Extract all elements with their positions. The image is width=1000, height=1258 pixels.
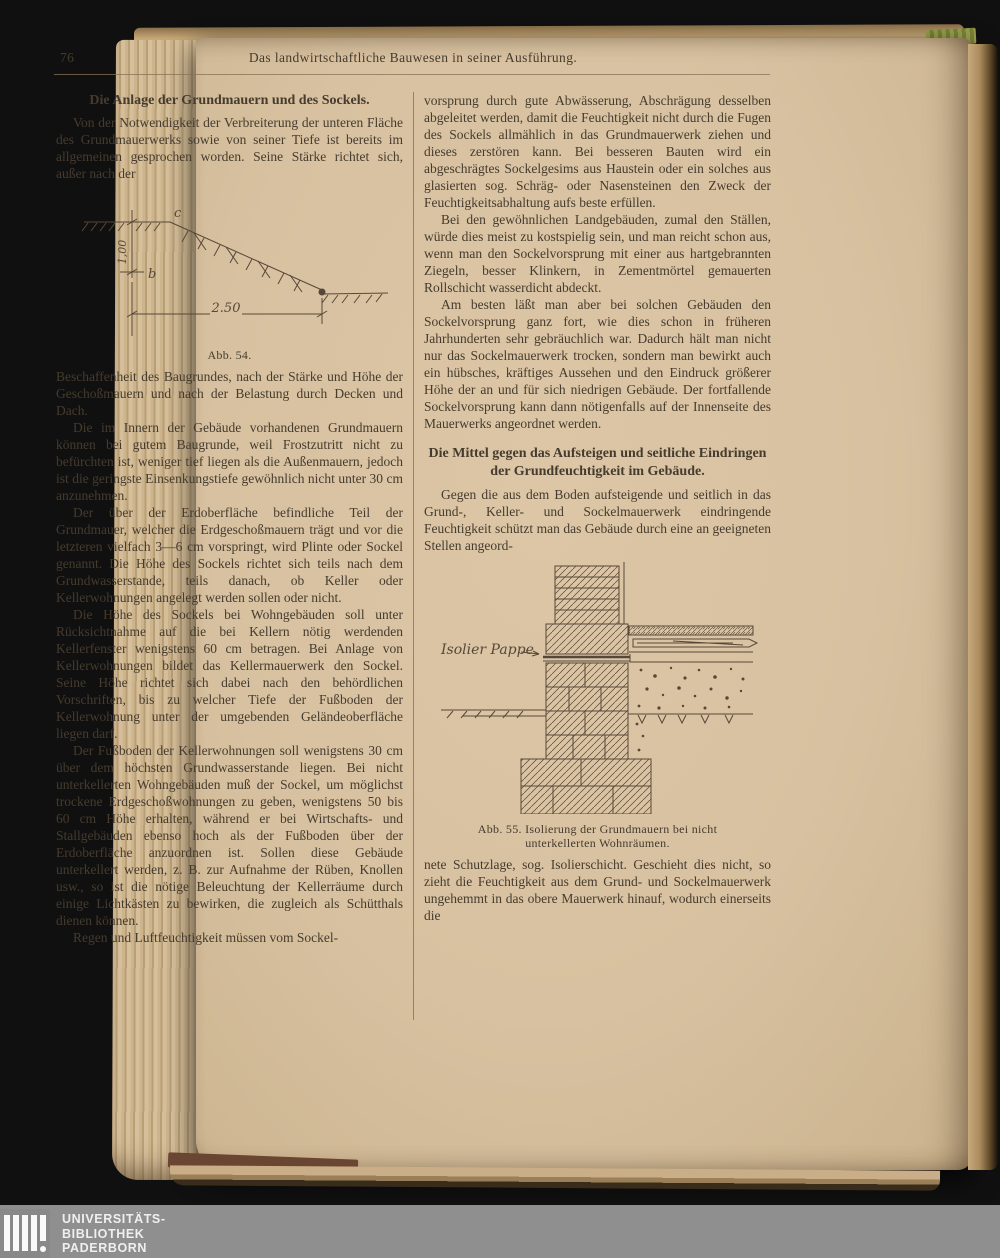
paragraph: Die Höhe des Sockels bei Wohngebäuden soll unter Rücksichtnahme auf die bei Kellern nötig werdenden Kellerfenster wenigstens 60 cm betragen. Bei Anlage von Kellerwohnungen bildet das Kellermauerwerk den Sockel. Seine Höhe richtet sich dabei nach den behördlichen Vorschriften, bis zu welcher Tiefe der Fußboden der Kellerwohnung unter der umgebenden Geländeoberfläche liegen darf. <box>56 606 403 741</box>
left-column <box>56 92 403 946</box>
column-divider <box>413 92 414 1020</box>
figure-55-drawing <box>433 562 763 814</box>
right-paragraphs-top <box>424 92 771 432</box>
page-header <box>56 50 770 70</box>
right-paragraphs-bottom <box>424 856 771 924</box>
figure-55-hand-label: Isolier Pappe <box>440 642 534 658</box>
figure-55 <box>424 562 771 850</box>
library-watermark-band <box>0 1205 1000 1258</box>
paragraph: Die im Innern der Gebäude vorhandenen Grundmauern können bei gutem Baugrunde, weil Frostzutritt nicht zu befürchten ist, weniger tief liegen als die Außenmauern, jedoch ist die geringste Einsenkungstiefe gewöhnlich nicht unter 30 cm anzunehmen. <box>56 419 403 503</box>
logo-bar-dot <box>40 1246 46 1252</box>
section-heading-left: Die Anlage der Grundmauern und des Sockels. <box>89 93 370 108</box>
paragraph: Von der Notwendigkeit der Verbreiterung der unteren Fläche des Grundmauerwerks sowie von seiner Tiefe ist bereits im allgemeinen gesprochen worden. Seine Stärke richtet sich, außer nach der <box>56 114 403 181</box>
right-column <box>424 92 771 924</box>
logo-bar <box>13 1215 19 1251</box>
library-name-line1: UNIVERSITÄTS- <box>62 1212 166 1226</box>
paragraph: Gegen die aus dem Boden aufsteigende und seitlich in das Grund-, Keller- und Sockelmauerwerk eindringende Feuchtigkeit schützt man das Gebäude durch eine an geeigneten Stellen angeord- <box>424 487 771 553</box>
header-rule <box>54 74 770 75</box>
library-name <box>62 1212 166 1256</box>
paragraph: Der Fußboden der Kellerwohnungen soll wenigstens 30 cm über dem höchsten Grundwasserstande liegen. Bei nicht unterkellerten Wohngebäuden muß der Sockel, um möglichst trockene Erdgeschoßwohnungen zu geben, wenigstens 50 bis 60 cm Höhe erhalten, während er bei Wirtschafts- und Stallgebäuden ebenso hoch als der Fußboden über der Erdoberfläche anzuordnen ist. Sollen diese Gebäude unterkellert werden, z. B. zur Aufnahme der Rüben, Knollen usw., so ist die nötige Beleuchtung der Kellerräume durch einige Lichtkästen zu bewirken, die zugleich als Schütthals dienen können. <box>56 742 403 928</box>
section-heading-right: Die Mittel gegen das Aufsteigen und seitliche Eindringen der Grundfeuchtigkeit im Gebäude. <box>428 446 767 479</box>
figure-54-drawing <box>70 190 390 340</box>
paragraph: Regen und Luftfeuchtigkeit müssen vom Sockel- <box>73 929 339 945</box>
logo-bar <box>22 1215 28 1251</box>
figure-54-dim-vertical: 1,00 <box>115 239 129 264</box>
right-paragraphs-mid <box>424 486 771 554</box>
figure-55-caption-line2: unterkellerten Wohnräumen. <box>525 836 670 850</box>
left-intro <box>56 114 403 182</box>
running-title: Das landwirtschaftliche Bauwesen in seiner Ausführung. <box>248 50 578 65</box>
logo-bar <box>31 1215 37 1251</box>
figure-55-caption <box>424 822 771 850</box>
figure-54-label-c: c <box>173 205 181 221</box>
logo-bar <box>4 1215 10 1251</box>
figure-54-dim-horizontal: 2.50 <box>211 300 240 316</box>
paragraph: Am besten läßt man aber bei solchen Gebäuden den Sockelvorsprung ganz fort, wie dies schon in früheren Jahrhunderten sehr gebräuchlich war. Dadurch hält man nicht nur das Sockelmauerwerk trocken, sondern man bewirkt auch ein hübsches, kräftiges Aussehen und den Eindruck größerer Höhe der an und für sich niedrigen Gebäude. Der fortfallende Sockelvorsprung kann dann nötigenfalls auf der Innenseite des Mauerwerks angeordnet werden. <box>424 297 771 431</box>
logo-bar <box>40 1215 46 1241</box>
library-name-line3: PADERBORN <box>62 1241 148 1255</box>
paragraph: Bei den gewöhnlichen Landgebäuden, zumal den Ställen, würde dies meist zu kostspielig sein, und man reicht schon aus, wenn man den Sockelvorsprung mit einer aus hartgebrannten Ziegeln, besser Klinkern, in Zementmörtel gemauerten Rollschicht wasserdicht abdeckt. <box>424 212 771 295</box>
left-paragraphs <box>56 368 403 946</box>
page-number: 76 <box>60 50 75 65</box>
library-logo-icon <box>0 1209 50 1258</box>
library-name-line2: BIBLIOTHEK <box>62 1226 145 1241</box>
figure-54-caption: Abb. 54. <box>207 347 252 362</box>
figure-54-label-b: b <box>147 266 156 282</box>
paragraph: nete Schutzlage, sog. Isolierschicht. Geschieht dies nicht, so zieht die Feuchtigkeit aus dem Grund- und Sockelmauerwerk ungehemmt in das obere Mauerwerk hinauf, wodurch einerseits die <box>424 857 771 923</box>
figure-55-caption-line1: Abb. 55. Isolierung der Grundmauern bei nicht <box>477 822 718 836</box>
figure-54 <box>56 190 403 362</box>
paragraph: vorsprung durch gute Abwässerung, Abschrägung desselben abgeleitet werden, damit die Feuchtigkeit nicht durch die Fugen des Sockels allmählich in das Grundmauerwerk ziehen und dieses zerstören kann. Bei besseren Bauten wird ein abgeschrägtes Sockelgesims aus Haustein oder ein solches aus glasierten sog. Schräg- oder Nasensteinen den Zweck der Feuchtigkeitsabhaltung aufs beste erfüllen. <box>424 93 771 210</box>
paragraph: Beschaffenheit des Baugrundes, nach der Stärke und Höhe der Geschoßmauern und nach der Belastung durch Decken und Dach. <box>56 368 403 418</box>
paragraph: Der über der Erdoberfläche befindliche Teil der Grundmauer, welcher die Erdgeschoßmauern trägt und vor die letzteren vielfach 3—6 cm vorspringt, wird Plinte oder Sockel genannt. Die Höhe des Sockels richtet sich teils nach dem Grundwasserstande, teils danach, ob Keller oder Kellerwohnungen angelegt werden sollen oder nicht. <box>56 504 403 605</box>
